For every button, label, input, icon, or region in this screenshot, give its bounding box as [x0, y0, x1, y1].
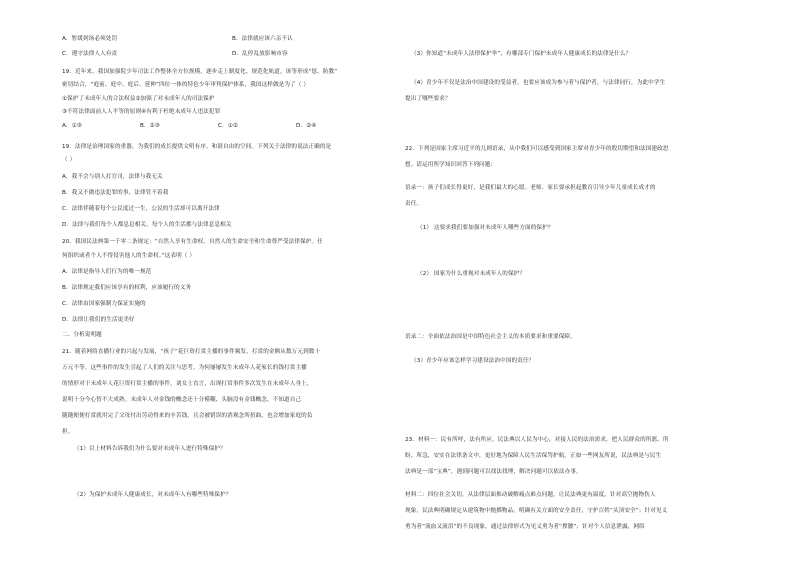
q18-option-c: C．遵守法律人人有责: [62, 51, 118, 57]
q19-statement-line: ③不符法律面前人人平等的原则④有利于杜绝未成年人违法犯罪: [62, 109, 221, 115]
q22-subquestion-2: （2） 国家为什么重视对未成年人的保护？: [417, 271, 526, 277]
q18-option-a: A．暂缓到场必须处罚: [62, 36, 118, 42]
q23-material-1: 23．材料一：民有所呼，法有所应。民法典以人民为中心，对接人民的法治需求，把人民群众的所愿、所: [405, 437, 669, 443]
q20-stem-line: 何组织或者个人不得侵害他人的生命权。”这表明（ ）: [62, 253, 196, 259]
q21-subquestion-1: （1）以上材料告诉我们为什么要对未成年人进行特殊保护？: [74, 446, 226, 452]
q22-quote-2: 语录二：全面依法治国是中国特色社会主义的本质要求和重要保障。: [405, 334, 576, 340]
q19-option-a: A．①③: [62, 123, 82, 129]
q21-subquestion-2: （2）为保护未成年人健康成长，对未成年人有哪些特殊保护？: [74, 492, 232, 498]
q22-stem-line: 想。请运用所学知识回答下列问题：: [405, 162, 497, 168]
q19-stem-line: 19．近年来，我国加强院少年司法工作整体全方位规模，逐步走上制度化、规范化轨道，该等形成“惩、防教”: [62, 69, 338, 75]
q19-option-c: C．①②: [218, 123, 238, 129]
q23-material-1: 盼、所急，安实在法律条文中，更好地为保障人民生活保驾护航。正如一些网友所说，民法典是与民生: [405, 453, 662, 459]
q22-subquestion-1: （1） 这要求我们要加强对未成年人哪些方面的保护？: [417, 225, 554, 231]
q19b-option-c: C．法律伴随着每个公民度过一生，公民的生活却可以离开法律: [62, 206, 220, 212]
q19b-option-d: D．法律与我们每个人都息息相关，每个人的生活都与法律息息相关: [62, 222, 232, 228]
q19b-stem-line: （ ）: [62, 157, 76, 163]
q19-options-row: [62, 122, 374, 130]
q19-stem-line: 密切结合，“庭前、庭中、庭后、延伸”四位一体的特色少年审判保护体系，我国这样做是为了（ ）: [62, 82, 310, 88]
q18-option-d: D．乱停乱放影响市容: [232, 51, 288, 57]
q21-material-line: 说明十分今心智不大成熟。未成年人对金钱的概念还十分模糊，头脑没有金钱概念，不知道自己: [62, 397, 302, 403]
q19-option-d: D．②④: [296, 123, 317, 129]
q20-stem-line: 20．我国民法典第一千零二条规定：“自然人享有生命权。自然人的生命安全和生命尊严受法律保护。任: [62, 239, 323, 245]
q22-subquestion-3: （3）青少年应该怎样学习建设法治中国的责任？: [411, 358, 535, 364]
q21-subquestion-4: （4）青少年不仅是法治中国建设的受益者，也要应该成为参与者与保护者，与法律同行，为此中学生: [411, 80, 666, 86]
q19b-stem-line: 19．法律是治理国家的重器，为我们的成长提供文明有序、和谐自由的空间。下列关于法律的说法正确的是: [62, 144, 332, 150]
q22-quote-1-cont: 责任。: [405, 201, 423, 207]
q22-quote-1: 语录一：孩子们成长得更好，是我们最大的心愿。老师、家长要承担起教育引导少年儿童成长成才的: [405, 185, 656, 191]
q23-material-2: 勇为者“流血又流泪”的不良现象，通过法律形式为见义勇为者“撑腰”；针对个人信息泄露，网络: [405, 524, 645, 530]
q21-material-line: 的情形对于未成年人花巨资打赏主播的事件，刘女士直言，出现打赏事件多次发生在未成年人身上，: [62, 381, 313, 387]
q19b-option-b: B．我又不做违法犯罪的事，法律管不着我: [62, 190, 169, 196]
q22-stem-line: 22．下列是国家主席习近平的几则语录，从中我们可以感受到国家主席对青少年的殷切期望和法国建政思: [405, 146, 669, 152]
q20-option-b: B．法律规定我们应该享有的权利，应该履行的义务: [62, 285, 192, 291]
q18-option-b: B．法律就应该六亲不认: [232, 36, 293, 42]
q20-option-a: A．法律是指导人们行为的唯一规范: [62, 269, 152, 275]
q21-material-line: 万元不等。这些事件的发生引起了人们的关注与思考。为何屡屡发生未成年人花家长的钱打赏主播: [62, 365, 307, 371]
q21-material-line: 担。: [62, 429, 74, 435]
q23-material-1: 法典是一部“宝典”，遇到问题可以找法找理，解决问题可以依法办事。: [405, 469, 582, 475]
q21-material-line: 随随便便打赏就用完了父母付出劳动得来的辛苦钱，且会被错误的消观念所扭曲，也会增加家庭的负: [62, 413, 313, 419]
q21-subquestion-3: （3）你知道“未成年人法律保护伞”，有哪部专门保护未成年人健康成长的法律是什么？: [411, 51, 632, 57]
q23-material-2: 材料二：四位社会关切，从法律层面推动破解痛点难点问题，让民法典更有温度。针对高空抛物伤人: [405, 492, 656, 498]
q19b-option-a: A．我不会与别人打官司，法律与我无关: [62, 174, 163, 180]
section-heading: 二、分析说明题: [62, 332, 102, 338]
q19-statement-line: ①保护了未成年人的合法权益②加强了对未成年人的司法保护: [62, 96, 215, 102]
q21-subquestion-4-cont: 提出了哪些要求？: [405, 96, 451, 102]
q23-material-2: 现象，民法典明确规定从建筑物中抛掷物品，明确有关方面的安全责任，守护百姓“头顶安全”；针对见义: [405, 508, 668, 514]
q20-option-c: C．法律由国家强制力保证实施的: [62, 301, 146, 307]
q20-option-d: D．法律让我们的生活更美好: [62, 317, 135, 323]
q21-material-line: 21．随着网络直播行业的兴起与发展，“孩子”花巨资打赏主播的事件频发，打赏的金额从数万元到数十: [62, 349, 321, 355]
q19-option-b: B．②③: [140, 123, 160, 129]
